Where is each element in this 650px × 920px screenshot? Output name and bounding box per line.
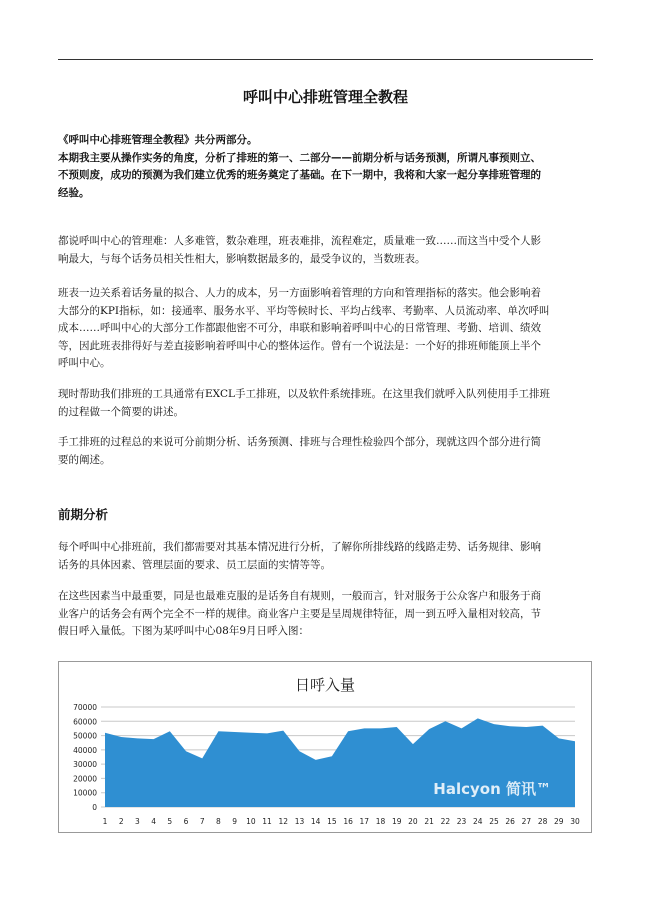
intro-block: [58, 132, 598, 202]
paragraph-3: [58, 386, 598, 421]
watermark-logo: Halcyon 简讯™: [433, 780, 551, 798]
x-tick-label: 16: [343, 817, 353, 826]
x-tick-label: 12: [278, 817, 289, 826]
y-tick-label: 70000: [73, 703, 97, 712]
x-tick-label: 13: [294, 817, 305, 826]
section-paragraph-1: [58, 539, 598, 574]
x-tick-label: 7: [199, 817, 205, 826]
text-line: 话务的具体因素、管理层面的要求、员工层面的实情等等。: [58, 558, 331, 571]
intro-line: 经验。: [58, 186, 90, 199]
x-tick-label: 5: [167, 817, 173, 826]
x-tick-label: 27: [521, 817, 532, 826]
text-line: 现时帮助我们排班的工具通常有EXCL手工排班，以及软件系统排班。在这里我们就呼入队列使用手工排班: [58, 388, 550, 400]
x-tick-label: 21: [424, 817, 434, 826]
text-line: 在这些因素当中最重要，同是也最难克服的是话务自有规则，一般而言，针对服务于公众客户和服务于商: [58, 590, 541, 602]
x-tick-label: 18: [375, 817, 386, 826]
x-tick-labels: [103, 817, 580, 826]
intro-line: 本期我主要从操作实务的角度，分析了排班的第一、二部分——前期分析与话务预测，所谓凡事预则立、: [58, 151, 541, 164]
x-tick-label: 14: [310, 817, 321, 826]
x-tick-label: 24: [472, 817, 483, 826]
chart-title: 日呼入量: [294, 676, 356, 694]
y-tick-label: 10000: [73, 788, 97, 798]
x-tick-label: 3: [135, 817, 140, 826]
text-line: 班表一边关系着话务量的拟合、人力的成本，另一方面影响着管理的方向和管理指标的落实。他会影响着: [58, 287, 541, 299]
y-tick-label: 40000: [73, 745, 97, 755]
text-line: 响最大，与每个话务员相关性相大，影响数据最多的，最受争议的，当数班表。: [58, 252, 426, 265]
y-tick-labels: [73, 703, 97, 812]
x-tick-label: 23: [456, 817, 467, 826]
text-line: 每个呼叫中心排班前，我们都需要对其基本情况进行分析，了解你所排线路的线路走势、话务规律、影响: [58, 541, 541, 553]
text-line: 假日呼入量低。下图为某呼叫中心08年9月日呼入图：: [58, 625, 310, 637]
daily-calls-chart: [58, 661, 592, 833]
x-tick-label: 30: [570, 817, 580, 826]
section-paragraph-2: [58, 588, 598, 641]
paragraph-2: [58, 285, 598, 373]
x-tick-label: 22: [440, 817, 451, 826]
text-line: 等，因此班表排得好与差直接影响着呼叫中心的整体运作。曾有一个说法是：一个好的排班师能顶上半个: [58, 339, 541, 352]
y-tick-label: 60000: [73, 717, 97, 727]
x-tick-label: 15: [327, 817, 337, 826]
text-line: 的过程做一个简要的讲述。: [58, 405, 184, 418]
x-tick-label: 1: [102, 817, 108, 826]
x-tick-label: 17: [359, 817, 370, 826]
page-title: 呼叫中心排班管理全教程: [242, 88, 408, 106]
section-heading: 前期分析: [58, 507, 109, 522]
x-tick-label: 9: [232, 817, 238, 826]
x-tick-label: 2: [118, 817, 124, 826]
y-tick-label: 30000: [73, 760, 97, 770]
x-tick-label: 26: [505, 817, 515, 826]
y-tick-label: 20000: [73, 774, 97, 784]
chart-svg: [59, 662, 591, 832]
text-line: 业客户的话务会有两个完全不一样的规律。商业客户主要是呈周规律特征，周一到五呼入量相对较高，节: [58, 607, 541, 620]
text-line: 都说呼叫中心的管理难：人多难管，数杂难理，班表难排，流程难定，质量难一致……而这当中受个人影: [58, 235, 541, 247]
text-line: 手工排班的过程总的来说可分前期分析、话务预测、排班与合理性检验四个部分，现就这四个部分进行简: [58, 436, 541, 448]
text-line: 要的阐述。: [58, 453, 111, 466]
paragraph-1: [58, 233, 598, 268]
x-tick-label: 29: [554, 817, 564, 826]
intro-line: 《呼叫中心排班管理全教程》共分两部分。: [58, 134, 258, 146]
x-tick-label: 10: [246, 817, 256, 826]
y-tick-label: 0: [92, 803, 97, 812]
intro-line: 不预则废，成功的预测为我们建立优秀的班务奠定了基础。在下一期中，我将和大家一起分享排班管理的: [58, 169, 541, 181]
x-tick-label: 20: [408, 817, 418, 826]
paragraph-4: [58, 434, 598, 469]
x-tick-label: 6: [183, 817, 189, 826]
header-rule: [58, 59, 593, 60]
x-tick-label: 28: [537, 817, 548, 826]
x-tick-label: 25: [489, 817, 499, 826]
x-tick-label: 19: [391, 817, 402, 826]
x-tick-label: 11: [262, 817, 272, 826]
x-tick-label: 4: [151, 817, 157, 826]
text-line: 呼叫中心。: [58, 357, 111, 369]
text-line: 成本……呼叫中心的大部分工作都跟他密不可分，串联和影响着呼叫中心的日常管理、考勤、培训、绩效: [58, 322, 541, 334]
text-line: 大部分的KPI指标，如：接通率、服务水平、平均等候时长、平均占线率、考勤率、人员流动率、单次呼叫: [58, 304, 550, 317]
y-tick-label: 50000: [73, 731, 97, 741]
x-tick-label: 8: [216, 817, 221, 826]
